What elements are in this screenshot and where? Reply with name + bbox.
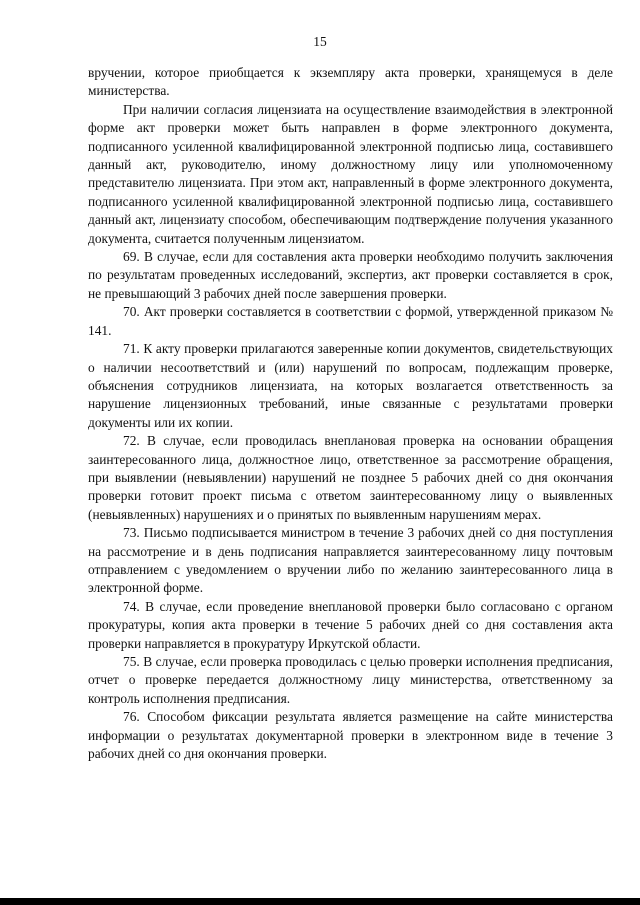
paragraph-69: 69. В случае, если для составления акта проверки необходимо получить заключения по результатам проведенных исследований, экспертиз, акт проверки составляется в срок, не превышающий 3 рабочих дней после завершения проверки. [88,249,613,301]
paragraph-75: 75. В случае, если проверка проводилась с целью проверки исполнения предписания, отчет о проверке передается должностному лицу министерства, ответственному за контроль исполнения предписания. [88,654,613,706]
page-number: 15 [313,34,327,49]
paragraph-70: 70. Акт проверки составляется в соответствии с формой, утвержденной приказом № 141. [88,304,613,338]
scan-bottom-edge [0,898,640,905]
paragraph-electronic-form: При наличии согласия лицензиата на осуществление взаимодействия в электронной форме акт проверки может быть направлен в форме электронного документа, подписанного усиленной квалифицированной электронной подписью лица, составившего данный акт, руководителю, иному должностному лицу или уполномоченному представителю лицензиата. При этом акт, направленный в форме электронного документа, подписанного усиленной квалифицированной электронной подписью лица, составившего данный акт, лицензиату способом, обеспечивающим подтверждение получения указанного документа, считается полученным лицензиатом. [88,101,613,246]
document-body [88,64,613,763]
paragraph-72: 72. В случае, если проводилась внеплановая проверка на основании обращения заинтересованного лица, должностное лицо, ответственное за рассмотрение обращения, при выявлении (невыявлении) нарушений не позднее 5 рабочих дней со дня окончания проверки готовит проект письма с ответом заинтересованному лицу о выявленных (невыявленных) нарушениях и о принятых по выявленным нарушениям мерах. [88,433,613,522]
paragraph-71: 71. К акту проверки прилагаются заверенные копии документов, свидетельствующих о наличии несоответствий и (или) нарушений по вопросам, подлежащим проверке, объяснения сотрудников лицензиата, на которых возлагается ответственность за нарушение лицензионных требований, иные связанные с результатами проверки документы или их копии. [88,341,613,430]
paragraph-73: 73. Письмо подписывается министром в течение 3 рабочих дней со дня поступления на рассмотрение и в день подписания направляется заинтересованному лицу почтовым отправлением с уведомлением о вручении либо по желанию заинтересованного лица в электронной форме. [88,525,613,596]
paragraph-74: 74. В случае, если проведение внеплановой проверки было согласовано с органом прокуратуры, копия акта проверки в течение 5 рабочих дней со дня составления акта проверки направляется в прокуратуру Иркутской области. [88,598,613,651]
paragraph-76: 76. Способом фиксации результата является размещение на сайте министерства информации о результатах документарной проверки в электронном виде в течение 3 рабочих дней со дня окончания проверки. [88,709,613,762]
paragraph-continuation: вручении, которое приобщается к экземпляру акта проверки, хранящемуся в деле министерства. [88,65,613,99]
